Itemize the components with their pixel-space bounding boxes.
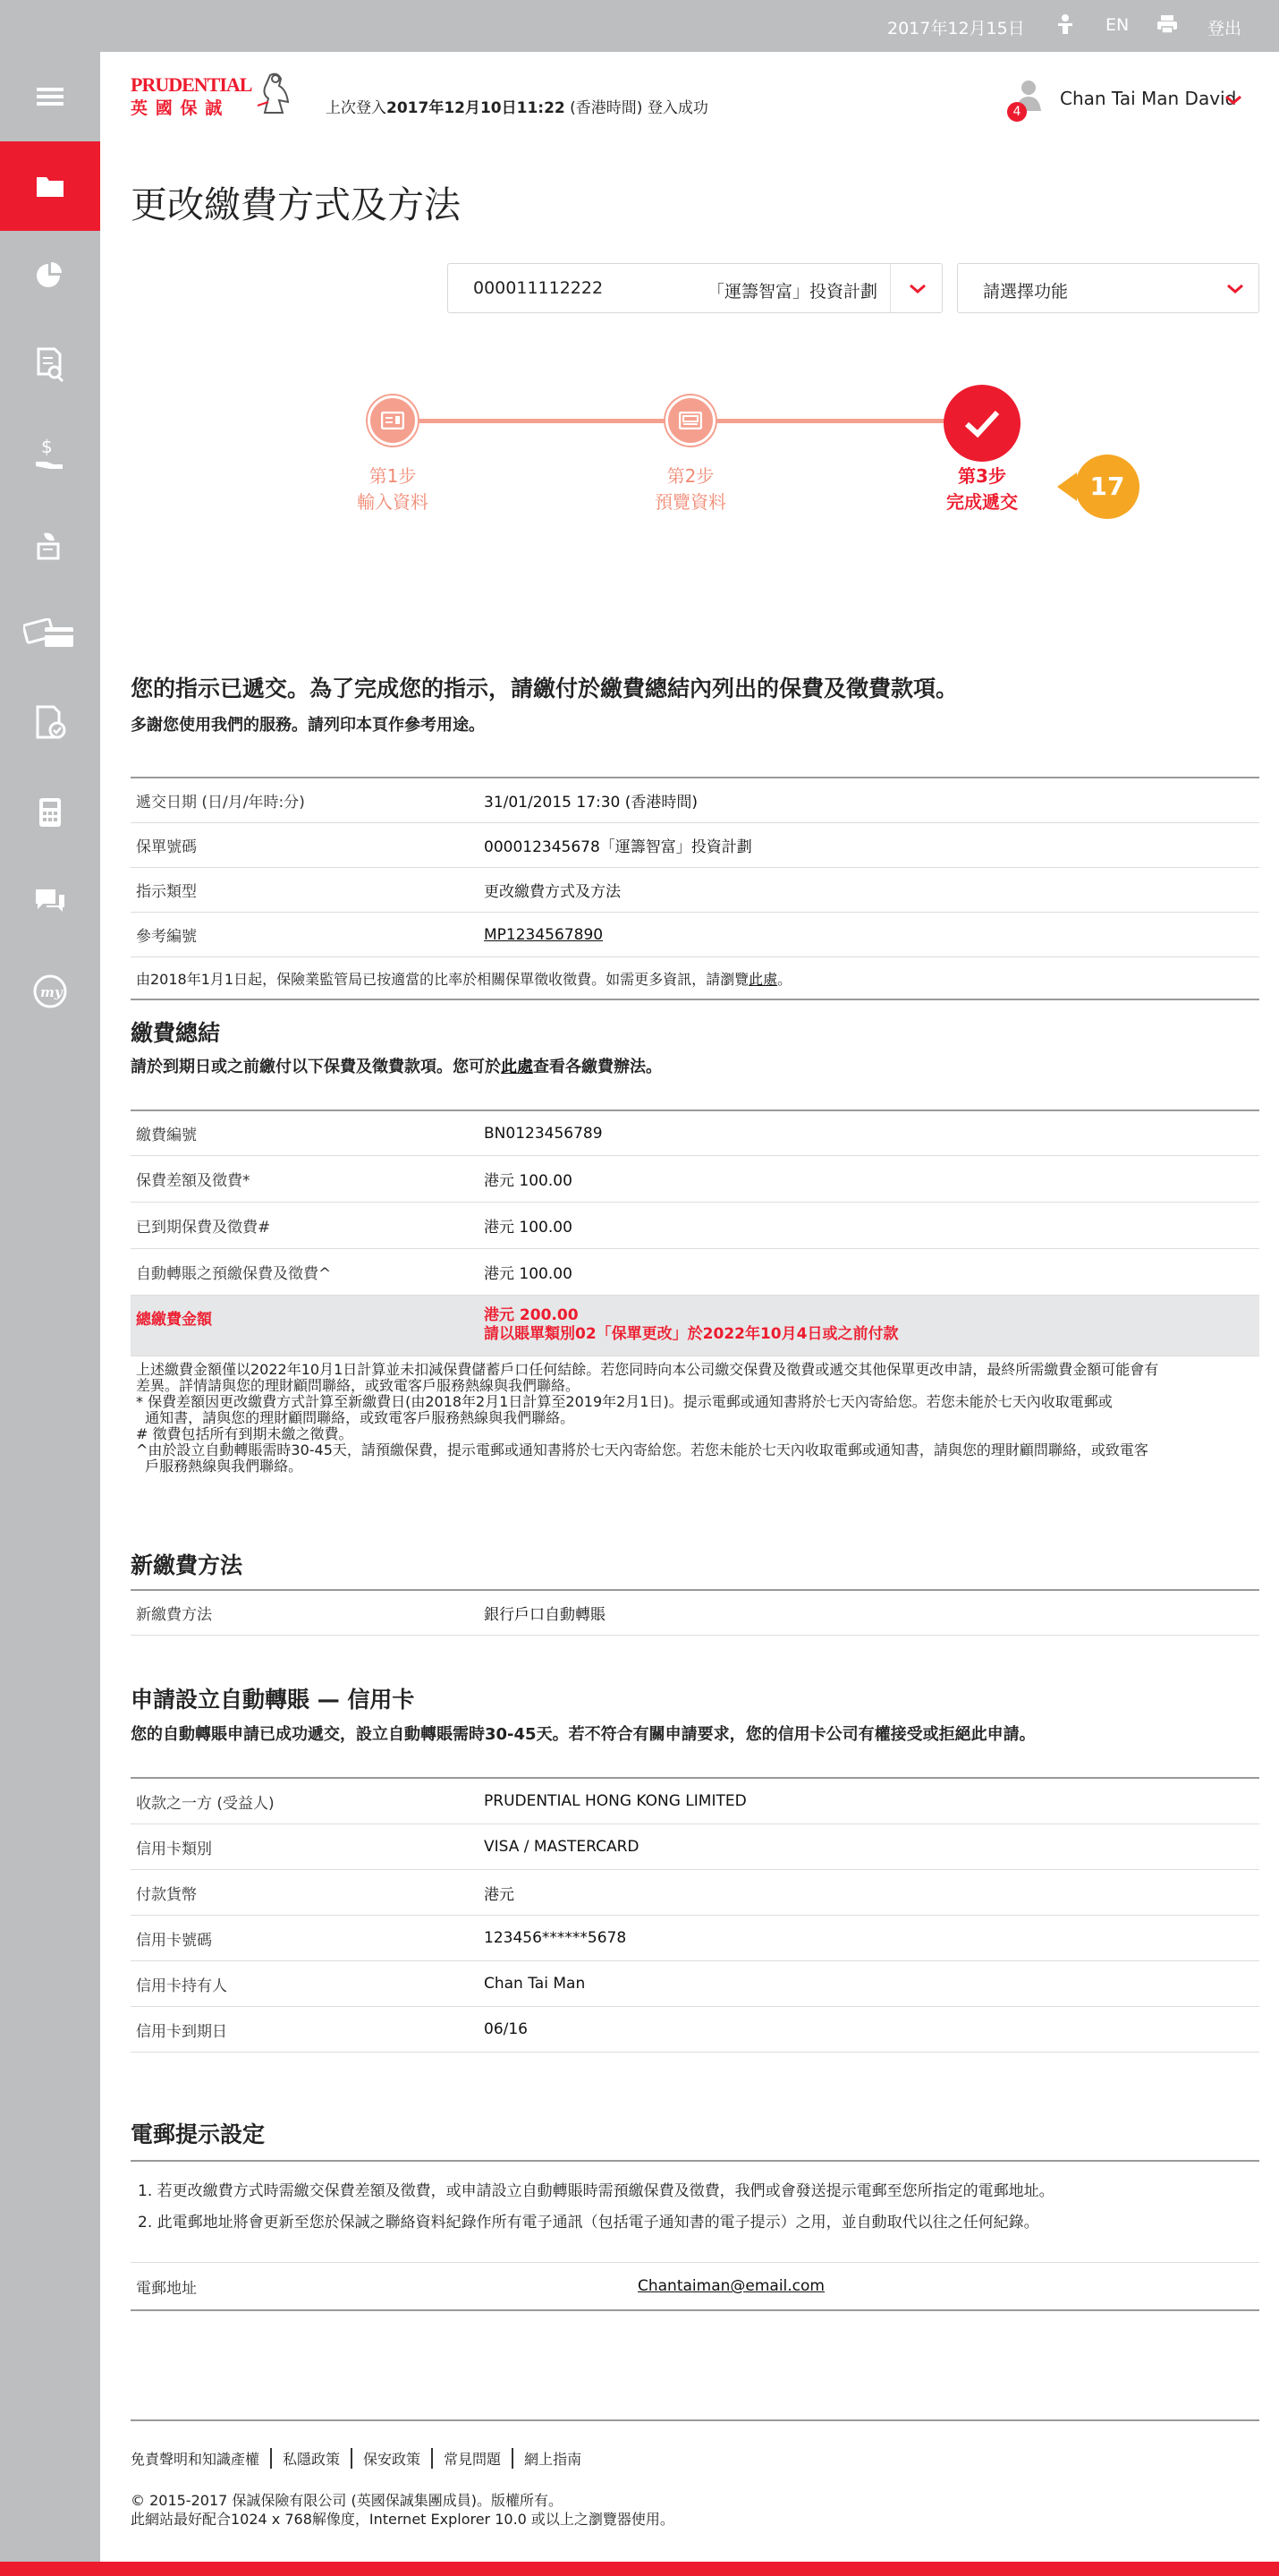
table-row: 信用卡持有人 Chan Tai Man	[131, 1961, 1259, 2007]
table-row: 保單號碼 000012345678「運籌智富」投資計劃	[131, 823, 1259, 868]
svg-text:my: my	[40, 984, 63, 1000]
table-row: 信用卡類別 VISA / MASTERCARD	[131, 1824, 1259, 1870]
total-row: 總繳費金額 港元 200.00 請以賬單類別02「保單更改」於2022年10月4日或之前付款	[131, 1296, 1259, 1356]
table-row: 參考編號 MP1234567890	[131, 913, 1259, 957]
main-content	[100, 52, 1279, 2562]
svg-text:$: $	[41, 437, 53, 457]
preview-icon	[679, 412, 702, 429]
money-hand-icon[interactable]	[0, 410, 100, 499]
footer-link-privacy[interactable]: 私隱政策	[283, 2451, 341, 2468]
list-item: 2. 此電郵地址將會更新至您於保誠之聯絡資料紀錄作所有電子通訊（包括電子通知書的電子提示）之用，並自動取代以往之任何紀錄。	[138, 2214, 1039, 2232]
prudence-lady-icon	[250, 70, 295, 116]
autopay-subtext: 您的自動轉賬申請已成功遞交，設立自動轉賬需時30-45天。若不符合有關申請要求，您的信用卡公司有權接受或拒絕此申請。	[131, 1725, 1036, 1744]
accessibility-icon[interactable]	[1054, 13, 1077, 40]
notification-badge[interactable]: 4	[1007, 102, 1027, 122]
payment-summary-heading: 繳費總結	[131, 1020, 221, 1046]
list-item: 1. 若更改繳費方式時需繳交保費差額及徵費，或申請設立自動轉賬時需預繳保費及徵費，我們或會發送提示電郵至您所指定的電郵地址。	[138, 2182, 1055, 2200]
divider	[131, 2160, 1259, 2162]
email-table	[131, 2262, 1259, 2311]
pie-chart-icon[interactable]	[0, 231, 100, 320]
footer-link-security[interactable]: 保安政策	[363, 2451, 421, 2468]
last-login-info: 上次登入2017年12月10日11:22 (香港時間) 登入成功	[326, 99, 708, 117]
table-row: 遞交日期 (日/月/年時:分) 31/01/2015 17:30 (香港時間)	[131, 778, 1259, 823]
top-bar	[0, 0, 1279, 52]
menu-icon[interactable]	[0, 52, 100, 141]
table-row: 信用卡號碼 123456******5678	[131, 1916, 1259, 1961]
policy-select[interactable]: 000011112222 「運籌智富」投資計劃	[447, 263, 943, 313]
levy-info-link[interactable]: 此處	[749, 970, 778, 988]
chevron-down-icon	[1226, 284, 1244, 294]
autopay-heading: 申請設立自動轉賬 — 信用卡	[131, 1687, 415, 1713]
chat-icon[interactable]	[0, 857, 100, 947]
footer-link-guide[interactable]: 網上指南	[524, 2451, 582, 2468]
email-settings-heading: 電郵提示設定	[131, 2121, 266, 2147]
levy-note: 由2018年1月1日起，保險業監管局已按適當的比率於相關保單徵收徵費。如需更多資訊，請瀏覽此處。	[131, 957, 1259, 1000]
prudential-logo[interactable]: PRUDENTIAL 英 國 保 誠	[131, 73, 252, 118]
divider	[131, 2419, 1259, 2421]
check-icon	[963, 408, 1001, 438]
chevron-down-icon[interactable]	[1224, 95, 1242, 106]
chevron-down-icon	[909, 284, 927, 294]
footer-link-disclaimer[interactable]: 免責聲明和知識產權	[131, 2451, 260, 2468]
email-settings-list	[138, 2176, 1055, 2239]
folder-icon[interactable]	[0, 141, 100, 231]
table-row: 付款貨幣 港元	[131, 1870, 1259, 1916]
payment-summary-subtext: 請於到期日或之前繳付以下保費及徵費款項。您可於此處查看各繳費辦法。	[131, 1058, 662, 1076]
step-1-indicator	[368, 395, 418, 446]
print-icon[interactable]	[1156, 13, 1179, 39]
confirmation-heading: 您的指示已遞交。為了完成您的指示，請繳付於繳費總結內列出的保費及徵費款項。	[131, 676, 959, 701]
email-address-link[interactable]: Chantaiman@email.com	[638, 2277, 825, 2295]
table-row: 繳費編號 BN0123456789	[131, 1111, 1259, 1156]
payment-card-icon[interactable]	[0, 589, 100, 678]
step-3-label: 第3步 完成遞交	[946, 465, 1018, 513]
footer-link-faq[interactable]: 常見問題	[444, 2451, 502, 2468]
footer-copyright: © 2015-2017 保誠保險有限公司 (英國保誠集團成員)。版權所有。 此網站最好配合1024 x 768解像度，Internet Explorer 10.0 或以上之瀏覽器使用。	[131, 2492, 674, 2528]
step-2-indicator	[665, 395, 716, 446]
callout-pointer	[1057, 472, 1077, 501]
step-2-label: 第2步 預覽資料	[655, 465, 726, 513]
table-row: 新繳費方法 銀行戶口自動轉賬	[131, 1591, 1259, 1636]
table-row: 已到期保費及徵費# 港元 100.00	[131, 1203, 1259, 1249]
sidebar	[0, 52, 100, 2562]
table-row: 收款之一方 (受益人) PRUDENTIAL HONG KONG LIMITED	[131, 1779, 1259, 1824]
page-title: 更改繳費方式及方法	[131, 183, 461, 226]
plant-growth-icon[interactable]	[0, 499, 100, 589]
form-icon	[381, 412, 404, 429]
new-method-heading: 新繳費方法	[131, 1552, 243, 1578]
user-name[interactable]: Chan Tai Man David	[1060, 88, 1237, 109]
autopay-table	[131, 1779, 1259, 2053]
table-row: 指示類型 更改繳費方式及方法	[131, 868, 1259, 913]
new-method-table	[131, 1591, 1259, 1636]
table-row: 自動轉賬之預繳保費及徵費^ 港元 100.00	[131, 1249, 1259, 1296]
table-row: 信用卡到期日 06/16	[131, 2007, 1259, 2053]
payment-methods-link[interactable]: 此處	[501, 1058, 533, 1076]
function-select[interactable]: 請選擇功能	[957, 263, 1259, 313]
confirmation-subtext: 多謝您使用我們的服務。請列印本頁作參考用途。	[131, 716, 485, 735]
confirmation-table	[131, 778, 1259, 1000]
user-avatar[interactable]	[1011, 79, 1046, 123]
calculator-icon[interactable]	[0, 768, 100, 857]
language-toggle[interactable]: EN	[1105, 15, 1130, 35]
payment-notes: 上述繳費金額僅以2022年10月1日計算並未扣減保費儲蓄戶口任何結餘。若您同時向本公司繳交保費及徵費或遞交其他保單更改申請，最終所需繳費金額可能會有 差異。詳情請與您的理財顧問聯絡，或致電客戶服務熱線與我們聯絡。 * 保費差額因更改繳費方式計算至新繳費日(由2018年2月1日計算至2019年2月1日)。提示電郵或通知書將於七天內寄給您。若您未能於七天內收取電郵或 通知書，請與您的理財顧問聯絡，或致電客戶服務熱線與我們聯絡。 # 徵費包括所有到期未繳之徵費。 ^由於設立自動轉賬需時30-45天，請預繳保費，提示電郵或通知書將於七天內寄給您。若您未能於七天內收取電郵或通知書，請與您的理財顧問聯絡，或致電客 戶服務熱線與我們聯絡。	[136, 1361, 1159, 1475]
step-3-indicator	[944, 385, 1021, 462]
table-row: 電郵地址 Chantaiman@email.com	[131, 2263, 1259, 2311]
table-row: 保費差額及徵費* 港元 100.00	[131, 1156, 1259, 1203]
reference-number-link[interactable]: MP1234567890	[484, 925, 604, 944]
bottom-red-bar	[0, 2562, 1279, 2576]
footer-links	[131, 2448, 581, 2469]
payment-table	[131, 1111, 1259, 1356]
logout-link[interactable]: 登出	[1207, 19, 1242, 38]
my-prudential-icon[interactable]	[0, 947, 100, 1036]
callout-badge: 17	[1075, 455, 1139, 519]
step-1-label: 第1步 輸入資料	[357, 465, 428, 513]
current-date: 2017年12月15日	[887, 19, 1025, 38]
document-check-icon[interactable]	[0, 678, 100, 768]
document-search-icon[interactable]	[0, 320, 100, 410]
